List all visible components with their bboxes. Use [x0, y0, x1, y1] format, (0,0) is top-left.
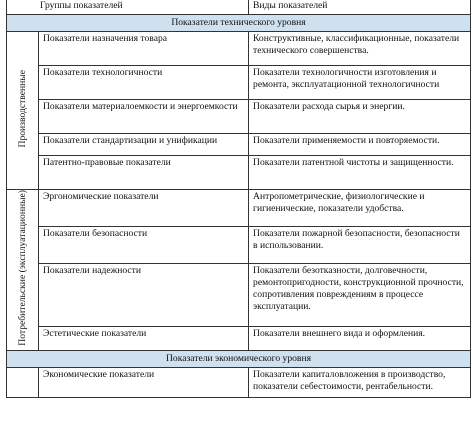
row-group-cell: Показатели материалоемкости и энергоемкости	[39, 100, 249, 134]
table-row	[7, 263, 471, 326]
table-row	[7, 66, 471, 100]
table-row	[7, 100, 471, 134]
table-header-row	[7, 0, 471, 15]
table-row	[7, 156, 471, 190]
quality-indicators-table	[6, 0, 471, 398]
row-group-cell: Экономические показатели	[39, 367, 249, 397]
row-group-cell: Патентно-правовые показатели	[39, 156, 249, 190]
row-group-cell: Показатели надежности	[39, 263, 249, 326]
group-cell-consumer	[7, 190, 39, 351]
row-group-cell: Показатели безопасности	[39, 226, 249, 263]
row-group-cell: Эргономические показатели	[39, 190, 249, 227]
row-group-cell: Показатели технологичности	[39, 66, 249, 100]
table-row	[7, 226, 471, 263]
group-cell-production	[7, 32, 39, 190]
table-row	[7, 367, 471, 397]
section-economic-title: Показатели экономического уровня	[7, 350, 471, 367]
row-types-cell: Показатели безотказности, долговечности, ремонтопригодности, конструкционной прочности, сопротивления повреждениям в процессе эксплуатации.	[249, 263, 471, 326]
table-row	[7, 134, 471, 156]
row-types-cell: Конструктивные, классификационные, показатели технического совершенства.	[249, 32, 471, 66]
row-types-cell: Показатели капиталовложения в производство, показатели себестоимости, рентабельности.	[249, 367, 471, 397]
section-row-economic	[7, 350, 471, 367]
group-label-consumer: Потребительские (эксплуатационные)	[16, 190, 28, 346]
row-group-cell: Эстетические показатели	[39, 326, 249, 350]
row-types-cell: Показатели патентной чистоты и защищенности.	[249, 156, 471, 190]
section-technical-title: Показатели технического уровня	[7, 15, 471, 32]
row-types-cell: Показатели технологичности изготовления и ремонта, эксплуатационной технологичности	[249, 66, 471, 100]
group-cell-economic	[7, 367, 39, 397]
row-types-cell: Антропометрические, физиологические и гигиенические, показатели удобства.	[249, 190, 471, 227]
table-row	[7, 326, 471, 350]
row-group-cell: Показатели стандартизации и унификации	[39, 134, 249, 156]
group-label-production: Производственные	[16, 69, 28, 148]
row-group-cell: Показатели назначения товара	[39, 32, 249, 66]
row-types-cell: Показатели пожарной безопасности, безопасности в использовании.	[249, 226, 471, 263]
header-groups: Группы показателей	[7, 0, 249, 15]
section-row-technical	[7, 15, 471, 32]
row-types-cell: Показатели внешнего вида и оформления.	[249, 326, 471, 350]
table-row	[7, 190, 471, 227]
row-types-cell: Показатели применяемости и повторяемости.	[249, 134, 471, 156]
table-row	[7, 32, 471, 66]
row-types-cell: Показатели расхода сырья и энергии.	[249, 100, 471, 134]
header-types: Виды показателей	[249, 0, 471, 15]
